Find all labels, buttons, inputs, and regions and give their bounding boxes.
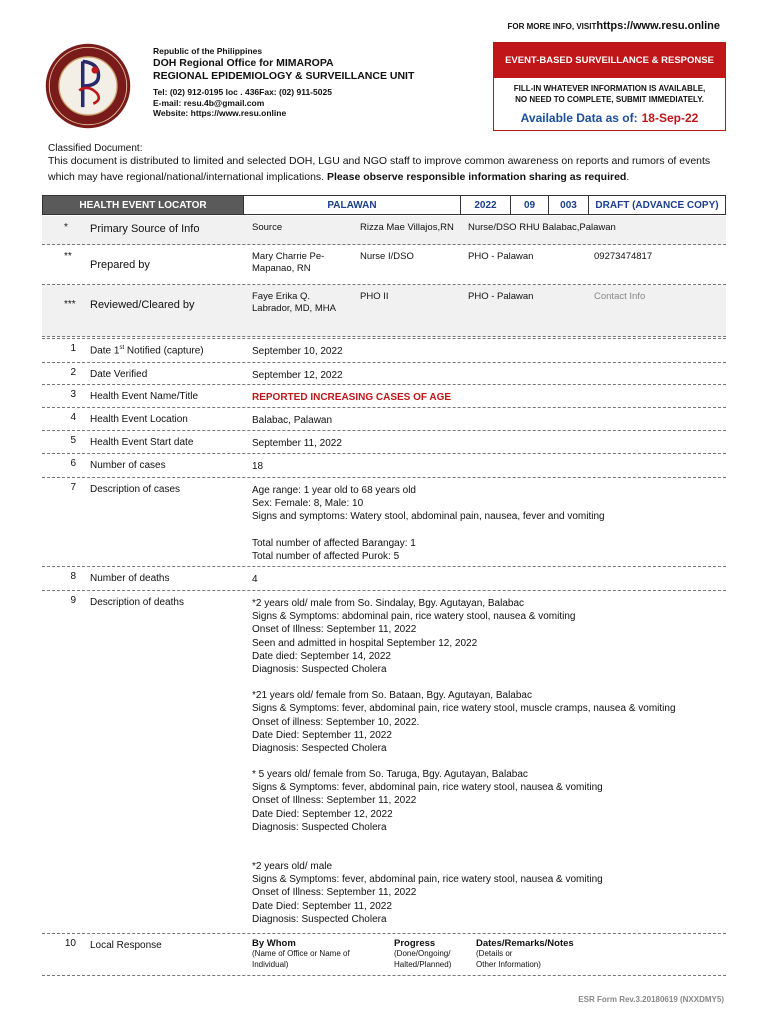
item-label: Date Verified (90, 369, 148, 380)
item-number: 3 (70, 389, 76, 400)
item-value: September 11, 2022 (252, 438, 342, 449)
locator-number: 003 (549, 196, 589, 214)
notes-sub2: Other Information) (476, 959, 541, 969)
death-line: Diagnosis: Suspected Cholera (252, 663, 387, 675)
death-line: *2 years old/ male from So. Sindalay, Bgy. Agutayan, Balabac (252, 598, 525, 609)
item-label: Health Event Start date (90, 437, 194, 448)
locator-year: 2022 (461, 196, 511, 214)
death-line: Date died: September 14, 2022 (252, 650, 391, 662)
item-description-of-cases (42, 478, 726, 567)
death-line: Signs & Symptoms: fever, abdominal pain, rice watery stool, nausea & vomiting (252, 782, 603, 794)
unit-name: REGIONAL EPIDEMIOLOGY & SURVEILLANCE UNIT (153, 69, 415, 82)
progress-header: Progress (394, 938, 436, 949)
item-event-name (42, 385, 726, 408)
item-number: 9 (70, 595, 76, 606)
case-line: Total number of affected Purok: 5 (252, 550, 400, 562)
esr-info-box (493, 42, 726, 131)
item-number: 8 (70, 571, 76, 582)
item-value: September 12, 2022 (252, 370, 343, 381)
death-line: *21 years old/ female from So. Bataan, Bgy. Agutayan, Balabac (252, 690, 532, 702)
case-line: Total number of affected Barangay: 1 (252, 537, 416, 549)
distribution-bold: Please observe responsible information sharing as required (327, 170, 627, 183)
item-number: 7 (70, 482, 76, 493)
item-label: Number of cases (90, 460, 166, 471)
locator-label: HEALTH EVENT LOCATOR (43, 196, 244, 214)
response-notes (476, 938, 574, 970)
response-by-whom (252, 938, 350, 970)
locator-month: 09 (511, 196, 549, 214)
progress-sub1: (Done/Ongoing/ (394, 949, 451, 959)
esr-title: EVENT-BASED SURVEILLANCE & RESPONSE (494, 43, 725, 78)
available-label: Available Data as of: (520, 111, 638, 126)
row-label: Prepared by (90, 259, 150, 271)
death-line: Signs & Symptoms: fever, abdominal pain, rice watery stool, nausea & vomiting (252, 874, 603, 886)
item-event-location (42, 408, 726, 431)
available-data (494, 111, 725, 125)
row-mark: ** (64, 251, 72, 262)
case-line: Sex: Female: 8, Male: 10 (252, 498, 364, 510)
spacer (252, 755, 722, 768)
notes-header: Dates/Remarks/Notes (476, 938, 574, 949)
death-line: Diagnosis: Sespected Cholera (252, 742, 387, 754)
item-number: 1 (70, 343, 76, 354)
more-info-url[interactable]: https://www.resu.online (596, 20, 720, 32)
item-date-verified (42, 363, 726, 385)
item-value (252, 597, 722, 926)
item-number-of-deaths (42, 567, 726, 591)
death-line: Onset of illness: September 10, 2022. (252, 716, 420, 728)
website-text: Website: https://www.resu.online (153, 108, 287, 119)
row-mark: *** (64, 299, 76, 310)
death-line: Seen and admitted in hospital September 12, 2022 (252, 637, 478, 649)
reviewer-contact: Contact Info (594, 291, 646, 302)
item-label: Local Response (90, 940, 162, 951)
item-number-of-cases (42, 454, 726, 478)
item-value (252, 484, 722, 563)
case-line: Age range: 1 year old to 68 years old (252, 485, 416, 496)
row-label: Reviewed/Cleared by (90, 299, 195, 311)
prepared-position: Nurse I/DSO (360, 251, 414, 262)
item-label: Description of cases (90, 484, 181, 495)
death-line: Date Died: September 11, 2022 (252, 900, 392, 912)
locator-status: DRAFT (ADVANCE COPY) (595, 199, 719, 211)
primary-source-row (42, 216, 726, 245)
locator-province: PALAWAN (244, 196, 461, 214)
form-revision: ESR Form Rev.3.20180619 (NXXDMY5) (578, 995, 724, 1004)
source-col1: Source (252, 222, 283, 233)
resu-seal-logo-icon (44, 42, 132, 130)
death-line: Diagnosis: Suspected Cholera (252, 913, 387, 925)
health-event-locator (42, 195, 726, 215)
item-number: 6 (70, 458, 76, 469)
item-value: 4 (252, 574, 258, 585)
esr-fill-line2: NO NEED TO COMPLETE, SUBMIT IMMEDIATELY. (515, 95, 704, 105)
death-line: Onset of Illness: September 11, 2022 (252, 795, 417, 807)
by-whom-sub2: Individual) (252, 959, 289, 969)
row-label: Primary Source of Info (90, 223, 200, 235)
reviewer-position: PHO II (360, 291, 389, 302)
item-description-of-deaths (42, 591, 726, 934)
item-number: 10 (64, 938, 76, 949)
death-line: Onset of Illness: September 11, 2022 (252, 624, 417, 636)
item-value: Balabac, Palawan (252, 415, 333, 426)
spacer (252, 847, 722, 860)
label-post: Notified (capture) (124, 345, 204, 357)
reviewer-name: Faye Erika Q. Labrador, MD, MHA (252, 291, 336, 315)
item-label: Health Event Location (90, 414, 188, 425)
more-info-line (507, 20, 720, 32)
distribution-notice: This document is distributed to limited and selected DOH, LGU and NGO staff to improve common awareness on reports and rumors of events which may have regional/national/international implications. Please observe responsible information sharing as required. (48, 155, 711, 183)
spacer (252, 524, 722, 537)
email-text: E-mail: resu.4b@gmail.com (153, 97, 265, 108)
esr-fill-line1: FILL-IN WHATEVER INFORMATION IS AVAILABLE, (513, 84, 706, 93)
death-line: Signs & Symptoms: fever, abdominal pain, rice watery stool, muscle cramps, nausea & vomiting (252, 703, 676, 715)
response-progress (394, 938, 451, 970)
item-number: 2 (70, 367, 76, 378)
death-line: Date Died: September 11, 2022 (252, 729, 392, 741)
death-line: Diagnosis: Suspected Cholera (252, 821, 387, 833)
prepared-name: Mary Charrie Pe-Mapanao, RN (252, 251, 325, 275)
available-date: 18-Sep-22 (641, 111, 699, 126)
item-value: REPORTED INCREASING CASES OF AGE (252, 392, 452, 403)
spacer (252, 676, 722, 689)
item-label: Number of deaths (90, 573, 170, 584)
prepared-contact: 09273474817 (594, 251, 653, 262)
republic-text: Republic of the Philippines (153, 46, 263, 56)
office-name: DOH Regional Office for MIMAROPA (153, 56, 334, 69)
event-details (42, 338, 726, 976)
death-line: Signs & Symptoms: abdominal pain, rice watery stool, nausea & vomiting (252, 611, 576, 623)
item-number: 4 (70, 412, 76, 423)
item-label (90, 345, 204, 356)
tel-text: Tel: (02) 912-0195 loc . 436Fax: (02) 911-5025 (153, 86, 332, 97)
row-mark: * (64, 222, 68, 233)
spacer (252, 834, 722, 847)
item-label: Health Event Name/Title (90, 391, 199, 402)
item-label: Description of deaths (90, 597, 184, 608)
source-col2: Rizza Mae Villajos,RN (360, 222, 454, 233)
agency-header (153, 46, 414, 119)
by-whom-header: By Whom (252, 938, 296, 949)
more-info-prefix: FOR MORE INFO, VISIT (507, 22, 597, 31)
case-line: Signs and symptoms: Watery stool, abdominal pain, nausea, fever and vomiting (252, 511, 605, 523)
item-number: 5 (70, 435, 76, 446)
item-start-date (42, 431, 726, 454)
item-date-notified (42, 339, 726, 363)
death-line: Date Died: September 12, 2022 (252, 808, 393, 820)
source-col3: Nurse/DSO RHU Balabac,Palawan (468, 222, 616, 233)
item-value: 18 (252, 461, 264, 472)
prepared-by-row (42, 245, 726, 285)
by-whom-sub1: (Name of Office or Name of (252, 949, 350, 959)
reviewer-office: PHO - Palawan (468, 291, 534, 302)
death-line: * 5 years old/ female from So. Taruga, Bgy. Agutayan, Balabac (252, 769, 528, 781)
prepared-office: PHO - Palawan (468, 251, 534, 262)
esr-fill-instructions (494, 83, 725, 105)
item-value: September 10, 2022 (252, 346, 343, 357)
label-sup: st (119, 345, 125, 351)
label-pre: Date 1 (90, 345, 120, 357)
death-line: *2 years old/ male (252, 861, 333, 872)
death-line: Onset of Illness: September 11, 2022 (252, 887, 417, 899)
people-section (42, 216, 726, 337)
notes-sub1: (Details or (476, 949, 513, 959)
classified-label: Classified Document: (48, 143, 143, 154)
item-local-response (42, 934, 726, 976)
progress-sub2: Halted/Planned) (394, 959, 452, 969)
reviewed-by-row (42, 285, 726, 337)
distribution-text: This document is distributed to limited and selected DOH, LGU and NGO staff to improve common awareness on reports and rumors of events which may have regional/national/international implications. (48, 155, 711, 183)
